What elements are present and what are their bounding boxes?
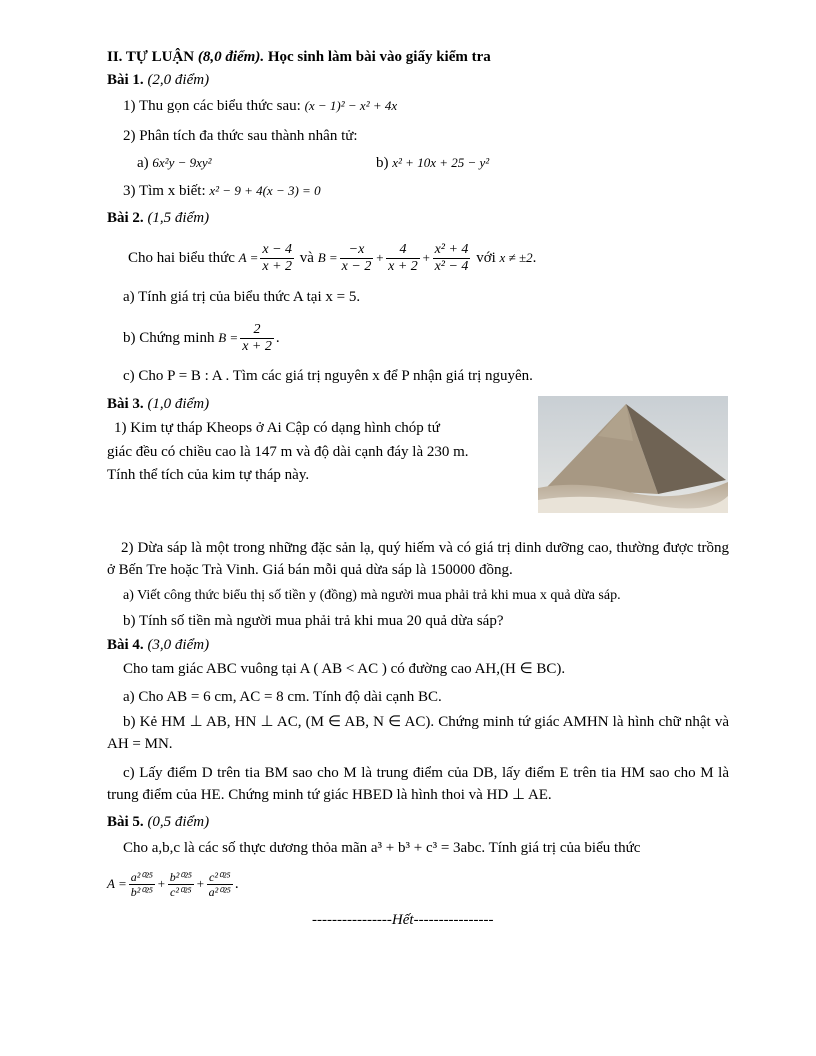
bai2-qa: a) Tính giá trị của biểu thức A tại x = 5. bbox=[123, 289, 361, 305]
fraction-B3: $\frac{\text{x² + 4}}{\text{x² − 4}}$ bbox=[434, 242, 469, 275]
bai3-q2a: a) Viết công thức biểu thị số tiền y (đồng) mà người mua phải trả khi mua x quả dừa sáp. bbox=[123, 588, 621, 603]
bai1-q2a: a) 6x²y − 9xy² bbox=[137, 155, 212, 171]
end-marker: ----------------Hết---------------- bbox=[312, 912, 494, 928]
bai1-q1: 1) Thu gọn các biểu thức sau: (x − 1)² − x² + 4x bbox=[123, 98, 398, 114]
fraction-B2: $\frac{4}{x + 2}$ bbox=[388, 242, 418, 275]
fraction-A: $\frac{x - 4}{x + 2}$ bbox=[262, 242, 293, 275]
bai3-heading: Bài 3. (1,0 điểm) bbox=[107, 396, 210, 412]
fraction-a-b: $\frac{\text{a²⁰²⁵}}{\text{b²⁰²⁵}}$ bbox=[130, 870, 153, 900]
bai2-expressions: Cho hai biểu thức A = $\frac{x - 4}{x + 2}$ và B = $\frac{-x}{x - 2}$ + $\frac{4}{x + 2}$ + $\frac{\text{x² + 4}}{\text{x² − 4}}$ với x ≠ ±2. bbox=[128, 242, 537, 275]
fraction-c-a: $\frac{\text{c²⁰²⁵}}{\text{a²⁰²⁵}}$ bbox=[208, 870, 231, 900]
bai3-q1-line2: giác đều có chiều cao là 147 m và độ dài cạnh đáy là 230 m. bbox=[107, 444, 469, 460]
bai3-q1-line3: Tính thể tích của kim tự tháp này. bbox=[107, 467, 310, 483]
bai1-q3: 3) Tìm x biết: x² − 9 + 4(x − 3) = 0 bbox=[123, 183, 321, 199]
bai3-q1-line1: 1) Kim tự tháp Kheops ở Ai Cập có dạng hình chóp tứ bbox=[114, 420, 440, 436]
bai3-q2b: b) Tính số tiền mà người mua phải trả khi mua 20 quả dừa sáp? bbox=[123, 613, 504, 629]
bai1-q2: 2) Phân tích đa thức sau thành nhân tử: bbox=[123, 128, 358, 144]
bai1-q2b: b) x² + 10x + 25 − y² bbox=[376, 155, 490, 171]
bai3-q2: 2) Dừa sáp là một trong những đặc sản lạ, quý hiếm và có giá trị dinh dưỡng cao, thường được trồng ở Bến Tre hoặc Trà Vinh. Giá bán mỗi quả dừa sáp là 150000 đồng. bbox=[107, 540, 729, 578]
bai5-expression: A = $\frac{\text{a²⁰²⁵}}{\text{b²⁰²⁵}}$ + $\frac{\text{b²⁰²⁵}}{\text{c²⁰²⁵}}$ + $\frac{\text{c²⁰²⁵}}{\text{a²⁰²⁵}}$ . bbox=[107, 870, 239, 900]
fraction-qb: $\frac{2}{x + 2}$ bbox=[242, 322, 272, 355]
bai5-intro: Cho a,b,c là các số thực dương thỏa mãn a³ + b³ + c³ = 3abc. Tính giá trị của biểu thức bbox=[123, 840, 641, 856]
bai1-heading: Bài 1. (2,0 điểm) bbox=[107, 72, 210, 88]
bai2-qc: c) Cho P = B : A . Tìm các giá trị nguyên x để P nhận giá trị nguyên. bbox=[123, 368, 533, 384]
fraction-B1: $\frac{-x}{x - 2}$ bbox=[341, 242, 372, 275]
bai4-intro: Cho tam giác ABC vuông tại A ( AB < AC ) có đường cao AH,(H ∈ BC). bbox=[123, 661, 566, 677]
bai5-heading: Bài 5. (0,5 điểm) bbox=[107, 814, 210, 830]
bai4-heading: Bài 4. (3,0 điểm) bbox=[107, 637, 210, 653]
bai2-heading: Bài 2. (1,5 điểm) bbox=[107, 210, 210, 226]
bai4-qa: a) Cho AB = 6 cm, AC = 8 cm. Tính độ dài cạnh BC. bbox=[123, 689, 442, 705]
bai4-qb: b) Kẻ HM ⊥ AB, HN ⊥ AC, (M ∈ AB, N ∈ AC). Chứng minh tứ giác AMHN là hình chữ nhật và AH = MN. bbox=[107, 714, 729, 752]
fraction-b-c: $\frac{\text{b²⁰²⁵}}{\text{c²⁰²⁵}}$ bbox=[169, 870, 192, 900]
section-heading: II. TỰ LUẬN (8,0 điểm). Học sinh làm bài vào giấy kiểm tra bbox=[107, 49, 491, 65]
pyramid-photo-icon bbox=[538, 396, 728, 513]
bai4-qc: c) Lấy điểm D trên tia BM sao cho M là trung điểm của DB, lấy điểm E trên tia HM sao cho M là trung điểm của HE. Chứng minh tứ giác HBED là hình thoi và HD ⊥ AE. bbox=[107, 765, 729, 803]
bai2-qb: b) Chứng minh B = $\frac{2}{x + 2}$ . bbox=[123, 322, 280, 355]
